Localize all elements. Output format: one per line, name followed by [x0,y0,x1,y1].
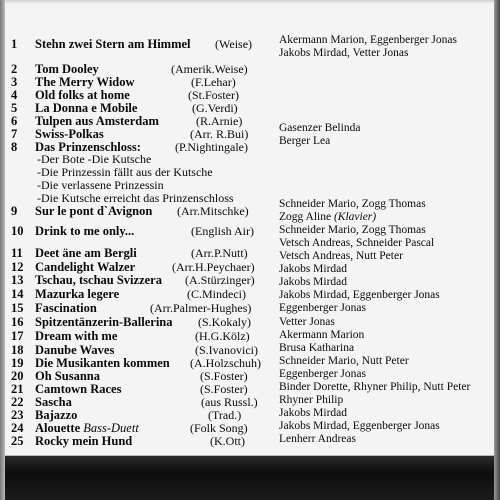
case-edge-right [494,0,500,500]
track-composer: (A.Stürzinger) [185,273,255,287]
track-title: Old folks at home [35,88,130,102]
track-performers: Jakobs Mirdad [279,407,348,419]
track-title: Die Musikanten kommen [35,356,170,370]
track-performers: Berger Lea [279,135,331,147]
track-composer: (S.Foster) [200,369,248,383]
track-title: Deet äne am Bergli [35,246,137,260]
track-composer: (H.G.Kölz) [195,329,250,343]
track-performers: Jakobs Mirdad, Eggenberger Jonas [279,420,440,432]
track-performers: Binder Dorette, Rhyner Philip, Nutt Peter [279,381,471,393]
track-number: 4 [11,88,18,102]
track-number: 3 [11,75,18,89]
track-number: 20 [11,369,24,383]
subpart-text: -Die verlassene Prinzessin [37,178,164,192]
track-title: Dream with me [35,329,118,343]
track-performers: Jakobs Mirdad [279,276,348,288]
track-title: Tulpen aus Amsterdam [35,114,159,128]
track-title: Tom Dooley [35,62,99,76]
track-title: Candelight Walzer [35,260,136,274]
track-title: Swiss-Polkas [35,127,104,141]
track-number: 25 [11,434,24,448]
track-title: Sascha [35,395,72,409]
track-title-suffix: Bass-Duett [83,421,139,435]
track-number: 24 [11,421,24,435]
track-performers: Vetsch Andreas, Schneider Pascal [279,237,435,249]
track-composer: (Arr.Mitschke) [177,204,249,218]
track-title: Mazurka legere [35,287,120,301]
track-number: 16 [11,315,24,329]
track-performers: Jakobs Mirdad, Vetter Jonas [279,47,409,59]
track-composer: (Amerik.Weise) [171,62,248,76]
subpart-text: -Die Kutsche erreicht das Prinzenschloss [37,191,234,205]
tracklist-sheet [5,0,494,456]
performer-name: Zogg Aline [279,211,332,223]
track-number: 15 [11,301,24,315]
track-title: La Donna e Mobile [35,101,138,115]
track-title: Bajazzo [35,408,78,422]
track-composer: (St.Foster) [188,88,239,102]
track-performers: Jakobs Mirdad [279,263,348,275]
track-composer: (K.Ott) [210,434,245,448]
track-composer: (Weise) [215,37,253,51]
track-composer: (P.Nightingale) [175,140,248,154]
track-performers: Vetter Jonas [279,316,335,328]
track-performers: Jakobs Mirdad, Eggenberger Jonas [279,289,440,301]
track-number: 21 [11,382,24,396]
track-number: 5 [11,101,18,115]
track-title: Camtown Races [35,382,122,396]
track-title: Drink to me only... [35,224,135,238]
track-title: Fascination [35,301,97,315]
track-composer: (Arr. R.Bui) [190,127,249,141]
track-title: Sur le pont d`Avignon [35,204,153,218]
performer-role: (Klavier) [333,211,377,223]
track-number: 8 [11,140,18,154]
track-composer: (Arr.P.Nutt) [191,246,248,260]
track-composer: (S.Kokaly) [198,315,251,329]
track-number: 9 [11,204,18,218]
track-number: 10 [11,224,24,238]
track-composer: (F.Lehar) [191,75,236,89]
track-title: Tschau, tschau Svizzera [35,273,162,287]
case-hinge-strip [5,456,494,500]
track-performers: Gasenzer Belinda [279,122,361,134]
track-title: Oh Susanna [35,369,100,383]
track-composer: (English Air) [191,224,254,238]
track-performers: Lenherr Andreas [279,433,356,445]
track-composer: (A.Holzschuh) [190,356,261,370]
track-performers: Eggenberger Jonas [279,302,366,314]
track-composer: (S.Foster) [200,382,248,396]
subpart-text: -Der Bote -Die Kutsche [37,152,152,166]
track-number: 14 [11,287,24,301]
track-number: 22 [11,395,24,409]
track-performers: Schneider Mario, Zogg Thomas [279,198,426,210]
track-composer: (Trad.) [208,408,242,422]
subpart-text: -Die Prinzessin fällt aus der Kutsche [37,165,213,179]
track-title: Das Prinzenschloss: [35,140,141,154]
track-composer: (Folk Song) [190,421,248,435]
track-performers: Vetsch Andreas, Nutt Peter [279,250,403,262]
track-performers: Schneider Mario, Nutt Peter [279,355,409,367]
track-title-text: Alouette [35,421,81,435]
track-composer: (R.Arnie) [196,114,243,128]
track-number: 12 [11,260,24,274]
track-performers: Schneider Mario, Zogg Thomas [279,224,426,236]
track-performers: Akermann Marion, Eggenberger Jonas [279,34,457,46]
track-composer: (Arr.H.Peychaer) [172,260,255,274]
track-composer: (aus Russl.) [201,395,258,409]
track-composer: (S.Ivanovici) [195,343,258,357]
track-title: Danube Waves [35,343,115,357]
track-number: 17 [11,329,24,343]
track-number: 13 [11,273,24,287]
track-number: 1 [11,37,18,51]
track-number: 23 [11,408,24,422]
track-title: The Merry Widow [35,75,135,89]
track-title: Spitzentänzerin-Ballerina [35,315,173,329]
track-performers: Brusa Katharina [279,342,355,354]
track-performers: Rhyner Philip [279,394,344,406]
sheet-top-shadow [5,0,494,4]
track-number: 7 [11,127,18,141]
track-performers-extra [279,211,376,223]
track-number: 2 [11,62,18,76]
track-composer: (G.Verdi) [192,101,238,115]
track-composer: (Arr.Palmer-Hughes) [150,301,252,315]
track-number: 19 [11,356,24,370]
track-number: 6 [11,114,18,128]
track-title: Stehn zwei Stern am Himmel [35,37,191,51]
track-title: Rocky mein Hund [35,434,133,448]
track-performers: Eggenberger Jonas [279,368,366,380]
track-performers: Akermann Marion [279,329,365,341]
track-number: 18 [11,343,24,357]
track-composer: (C.Mindeci) [187,287,246,301]
track-number: 11 [11,246,23,260]
